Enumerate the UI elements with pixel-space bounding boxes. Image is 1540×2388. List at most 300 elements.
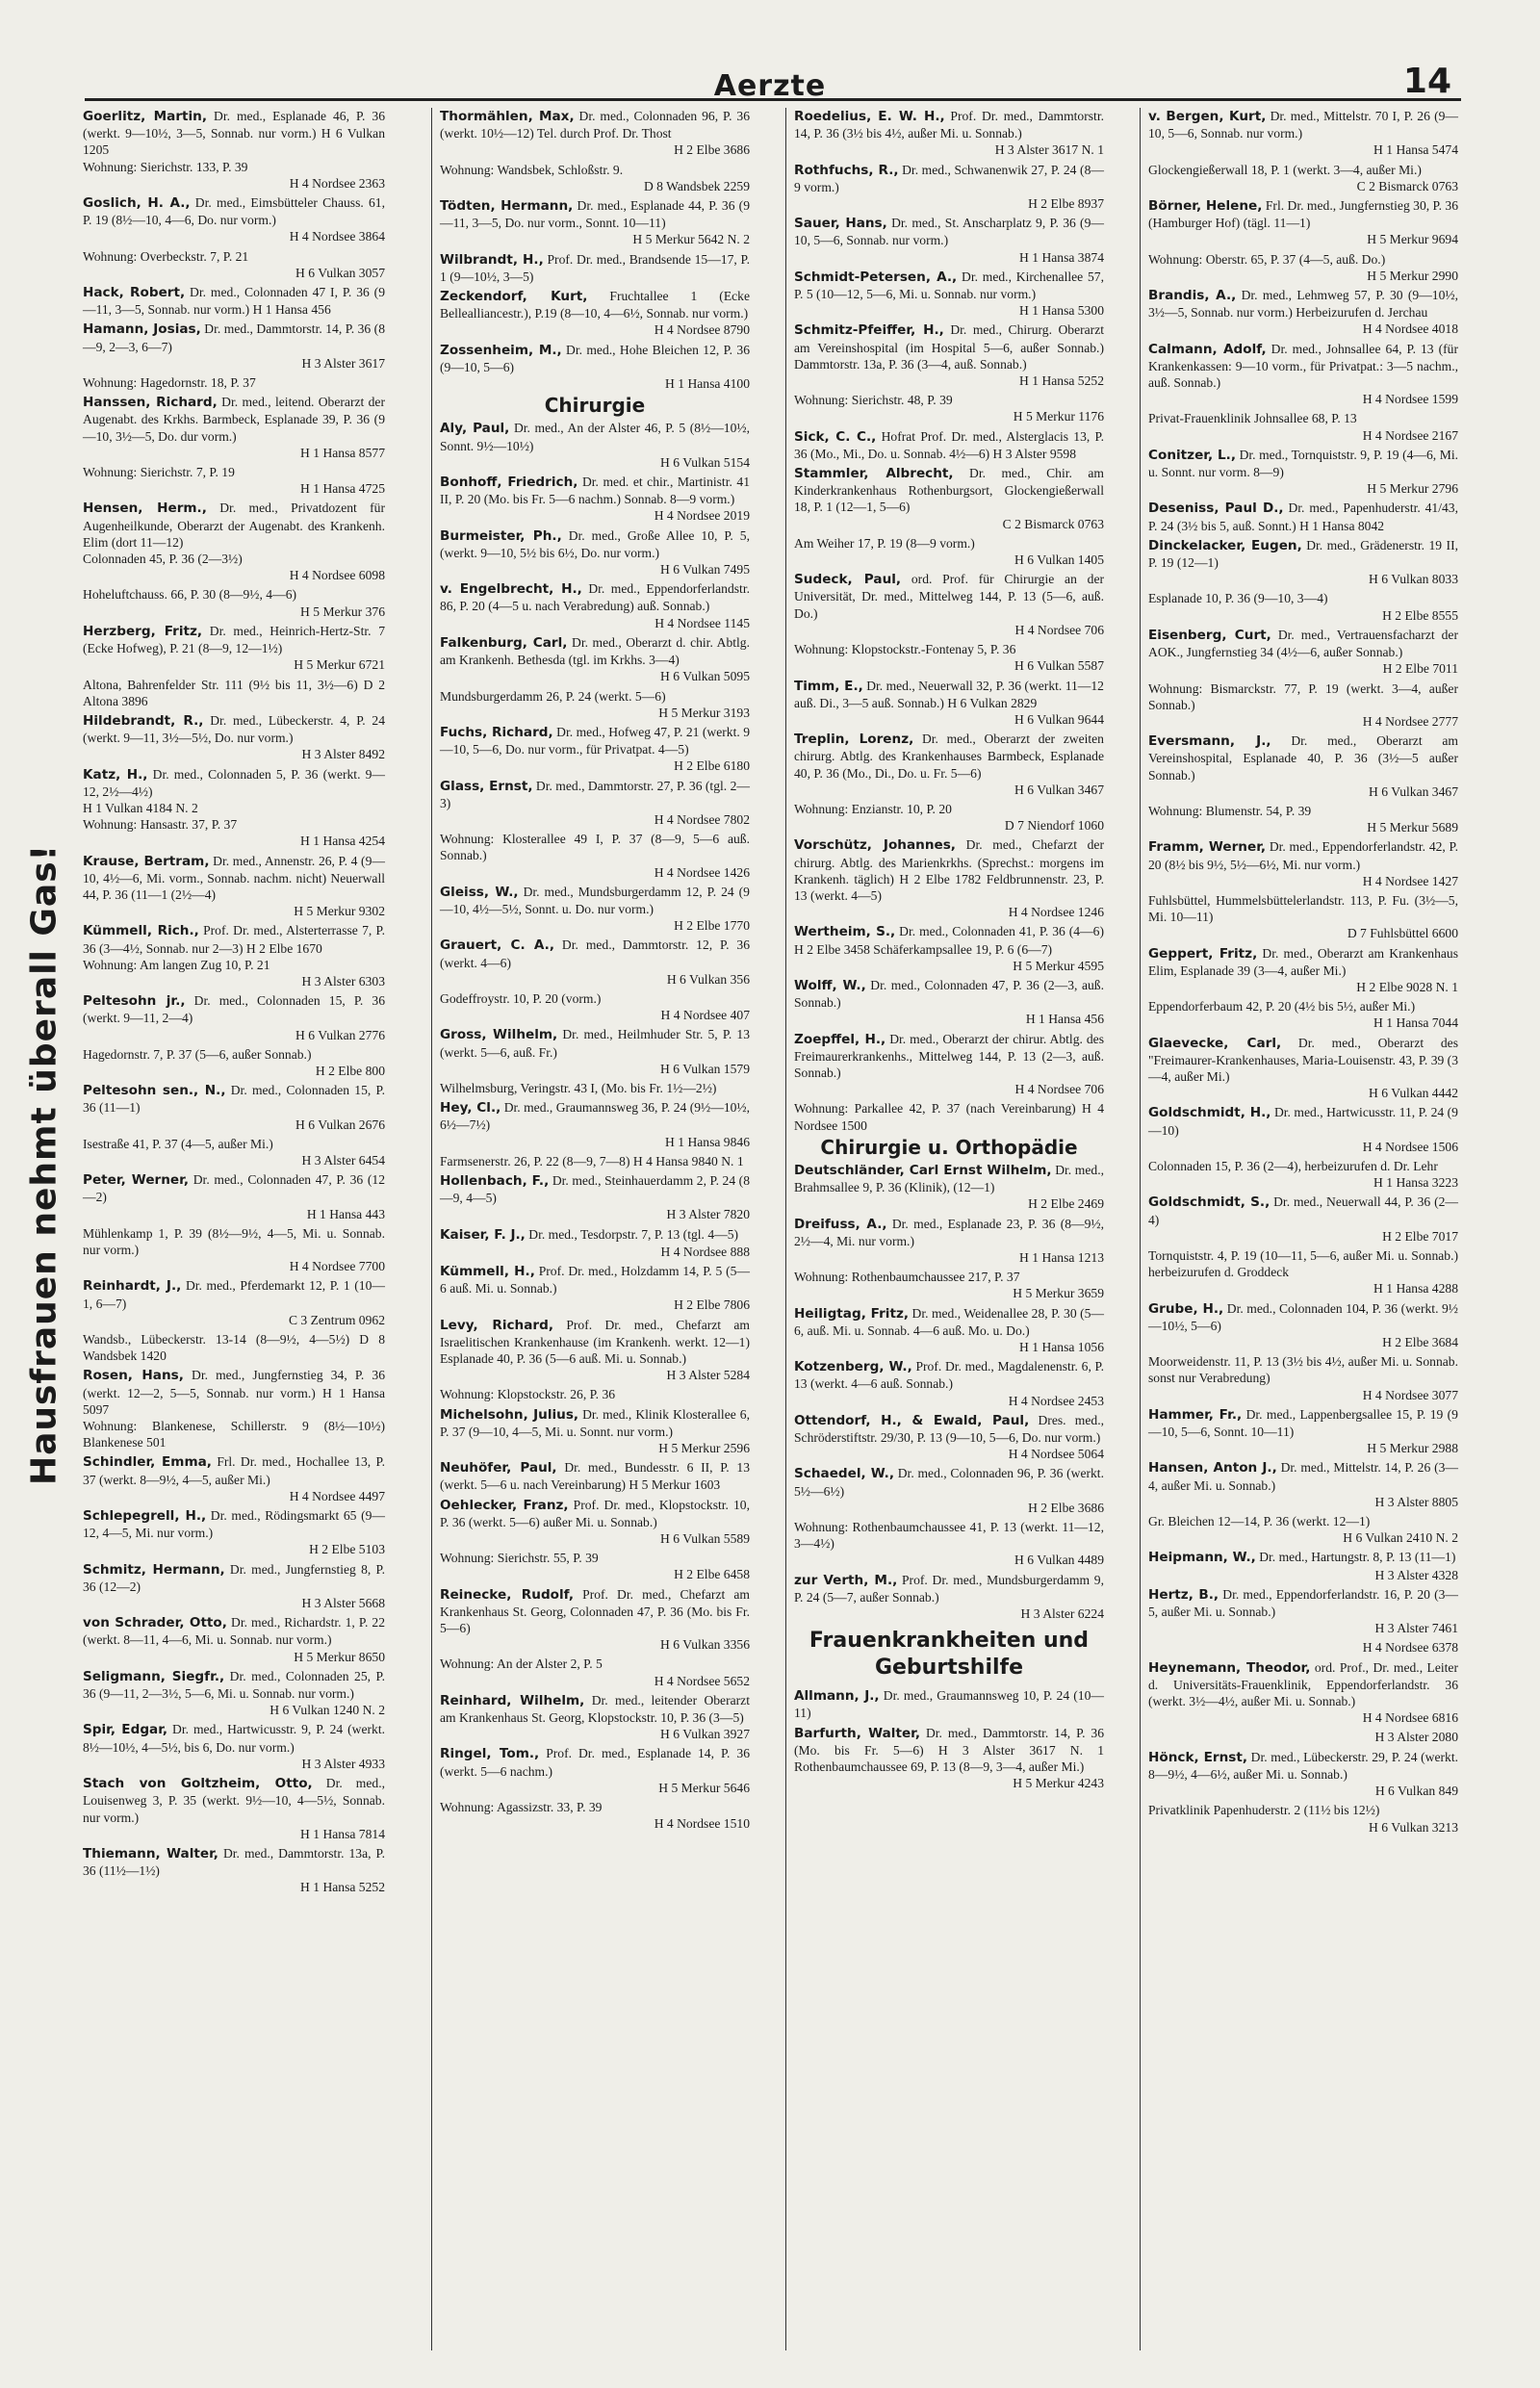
telephone-number: H 6 Vulkan 3057 xyxy=(295,265,385,280)
entry-details: Hagedornstr. 7, P. 37 (5—6, außer Sonnab.) xyxy=(83,1046,312,1062)
telephone-number: H 4 Nordsee 888 xyxy=(660,1244,750,1259)
entry-details: Dr. med., St. Anscharplatz 9, P. 36 (9—10, 5—6, Sonnab. nur vorm.) xyxy=(794,216,1104,248)
telephone-number: H 4 Nordsee 5652 xyxy=(654,1673,750,1688)
page-number: 14 xyxy=(1402,62,1451,101)
physician-name: Framm, Werner, xyxy=(1148,839,1267,856)
entry-text xyxy=(1148,590,1458,606)
telephone-number: H 6 Vulkan 3927 xyxy=(660,1727,750,1742)
entry-text xyxy=(83,766,385,800)
entry-details: Dr. med., Kirchenallee 57, P. 5 (10—12, 5—6, Mi. u. Sonnab. nur vorm.) xyxy=(794,269,1104,302)
telephone-number: H 4 Nordsee 3077 xyxy=(1362,1387,1458,1402)
telephone-number: H 4 Nordsee 6098 xyxy=(289,568,385,583)
entry-details: Dr. med., Klinik Klosterallee 6, P. 37 (9—10, 4—5, Mi. u. Sonnt. nur vorm.) xyxy=(440,1406,750,1439)
telephone-number: H 6 Vulkan 849 xyxy=(1374,1784,1458,1799)
entry-text xyxy=(83,992,385,1026)
telephone-number: H 4 Nordsee 407 xyxy=(660,1008,750,1023)
physician-name: Hey, Cl., xyxy=(440,1100,501,1117)
entry-text xyxy=(440,1550,750,1566)
directory-entry xyxy=(1148,1459,1458,1510)
telephone-number: H 4 Nordsee 3864 xyxy=(289,229,385,244)
telephone-number: H 2 Elbe 9028 N. 1 xyxy=(1356,979,1458,994)
entry-details: Dr. med., Esplanade 44, P. 36 (9—11, 3—5, Do. nur vorm., Sonnt. 10—11) xyxy=(440,198,750,231)
entry-details: Dr. med., Hartwicusstr. 9, P. 24 (werkt. 8½—10½, 4—5½, bis 6, Do. nur vorm.) xyxy=(83,1722,386,1755)
directory-entry xyxy=(440,1263,750,1314)
physician-name: Peter, Werner, xyxy=(83,1172,190,1189)
entry-text xyxy=(440,474,750,507)
directory-entry xyxy=(794,1412,1104,1463)
entry-details: Prof. Dr. med., Alsterterrasse 7, P. 36 (3—4½, Sonnab. nur 2—3) H 2 Elbe 1670 xyxy=(83,923,385,956)
telephone-number: H 1 Hansa 7044 xyxy=(1373,1015,1458,1031)
entry-details: Godeffroystr. 10, P. 20 (vorm.) xyxy=(440,990,602,1006)
entry-details: Dr. med. et chir., Martinistr. 41 II, P. 20 (Mo. bis Fr. 5—6 nachm.) Sonnab. 8—9 vorm.) xyxy=(440,475,751,507)
directory-entry xyxy=(794,392,1104,424)
physician-name: Eversmann, J., xyxy=(1148,733,1271,750)
physician-name: Stach von Goltzheim, Otto, xyxy=(83,1776,313,1792)
physician-name: Hollenbach, F., xyxy=(440,1172,550,1189)
entry-text xyxy=(440,1026,750,1060)
telephone-number: H 5 Merkur 9694 xyxy=(1367,232,1458,247)
telephone-number: C 2 Bismarck 0763 xyxy=(1002,516,1104,531)
entry-text xyxy=(794,162,1104,195)
physician-name: Barfurth, Walter, xyxy=(794,1725,921,1741)
directory-entry xyxy=(83,1082,385,1133)
entry-details: Dr. med., Lübeckerstr. 4, P. 24 (werkt. 9—11, 3½—5½, Do. nur vorm.) xyxy=(83,712,385,746)
directory-entry xyxy=(1148,251,1458,284)
physician-name: Spir, Edgar, xyxy=(83,1722,168,1738)
physician-name: Timm, E., xyxy=(794,678,863,694)
entry-text xyxy=(83,321,385,354)
physician-name: Zoepffel, H., xyxy=(794,1031,886,1047)
physician-name: Fuchs, Richard, xyxy=(440,724,553,740)
telephone-number: H 3 Alster 8492 xyxy=(301,747,385,762)
physician-name: Schmitz-Pfeiffer, H., xyxy=(794,322,944,339)
directory-entry xyxy=(440,778,750,829)
entry-details: Dr. med., Heilmhuder Str. 5, P. 13 (werkt. 5—6, auß. Fr.) xyxy=(440,1027,751,1060)
entry-details: Wohnung: Klopstockstr.-Fontenay 5, P. 36 xyxy=(794,642,1016,657)
physician-name: Ringel, Tom., xyxy=(440,1746,540,1762)
telephone-number: H 1 Hansa 8577 xyxy=(300,445,385,460)
physician-name: Vorschütz, Johannes, xyxy=(794,837,956,854)
entry-text xyxy=(440,1099,750,1133)
directory-entry xyxy=(83,1046,385,1079)
telephone-number: H 2 Elbe 5103 xyxy=(309,1542,385,1557)
entry-text xyxy=(794,641,1104,657)
entry-details: Altona, Bahrenfelder Str. 111 (9½ bis 11, 3½—6) D 2 Altona 3896 xyxy=(83,677,385,708)
telephone-number: H 6 Vulkan 5587 xyxy=(1014,658,1104,674)
entry-details: Dr. med., Mittelstr. 70 I, P. 26 (9—10, 5—6, Sonnab. nur vorm.) xyxy=(1148,109,1458,141)
entry-details: Dr. med., Hofweg 47, P. 21 (werkt. 9—10, 5—6, Do. nur vorm., für Privatpat. 4—5) xyxy=(440,724,750,757)
directory-entry xyxy=(83,712,385,763)
directory-entry xyxy=(440,108,750,159)
telephone-number: H 5 Merkur 5689 xyxy=(1367,820,1458,835)
telephone-number: H 4 Nordsee 1510 xyxy=(654,1816,750,1832)
directory-entry xyxy=(440,1080,750,1096)
telephone-number: H 3 Alster 7820 xyxy=(666,1207,750,1222)
entry-details: Dr. med., Privatdozent für Augenheilkunde, Oberarzt der Augenabt. des Krankenh. Elim (dort 11—12) xyxy=(83,501,385,550)
telephone-number: H 3 Alster 6303 xyxy=(301,973,385,989)
entry-details: Dr. med., Richardstr. 1, P. 22 (werkt. 8—11, 4—6, Mi. u. Sonnab. nur vorm.) xyxy=(83,1615,385,1648)
telephone-number: H 3 Alster 7461 xyxy=(1374,1621,1458,1636)
entry-text xyxy=(83,1225,385,1258)
entry-text xyxy=(794,1031,1104,1082)
directory-entry xyxy=(1148,1749,1458,1800)
entry-details: Dres. med., Schröderstiftstr. 29/30, P. 13 (9—10, 5—6, Do. nur vorm.) xyxy=(794,1412,1104,1446)
telephone-number: D 7 Fuhlsbüttel 6600 xyxy=(1347,926,1458,941)
entry-details: Dr. med., Colonnaden 47, P. 36 (2—3, auß. Sonnab.) xyxy=(794,977,1104,1011)
telephone-number: H 4 Nordsee 706 xyxy=(1014,1082,1104,1097)
physician-name: v. Engelbrecht, H., xyxy=(440,581,582,598)
entry-text xyxy=(794,801,1104,817)
directory-entry xyxy=(83,1453,385,1504)
directory-entry xyxy=(1148,1035,1458,1102)
directory-entry xyxy=(1148,1194,1458,1245)
telephone-number: H 2 Elbe 3686 xyxy=(674,142,750,158)
telephone-number: H 2 Elbe 800 xyxy=(315,1063,385,1078)
entry-text xyxy=(440,1459,750,1493)
physician-name: Schaedel, W., xyxy=(794,1466,894,1482)
section-title: Aerzte xyxy=(713,69,827,103)
directory-entry xyxy=(440,527,750,578)
physician-name: Levy, Richard, xyxy=(440,1317,553,1333)
telephone-number: H 5 Merkur 2990 xyxy=(1367,268,1458,283)
directory-entry xyxy=(440,197,750,248)
directory-entry xyxy=(794,321,1104,389)
directory-entry xyxy=(794,1358,1104,1409)
entry-text xyxy=(794,1358,1104,1392)
column-4 xyxy=(1140,108,1458,2350)
entry-details: Dr. med., Graumannsweg 36, P. 24 (9½—10½, 6½—7½) xyxy=(440,1100,751,1133)
telephone-number: H 1 Hansa 9846 xyxy=(665,1134,750,1149)
directory-entry xyxy=(794,836,1104,920)
directory-entry xyxy=(83,1331,385,1364)
telephone-number: H 4 Nordsee 1427 xyxy=(1362,873,1458,888)
entry-text xyxy=(1148,1035,1458,1086)
entry-text xyxy=(794,269,1104,302)
directory-entry xyxy=(83,321,385,372)
entry-details: Frl. Dr. med., Hochallee 13, P. 37 (werkt. 8—9½, 4—5, außer Mi.) xyxy=(83,1454,385,1487)
physician-name: Tödten, Hermann, xyxy=(440,198,574,215)
telephone-number: H 1 Hansa 7814 xyxy=(300,1826,385,1841)
entry-text xyxy=(1148,1802,1458,1818)
physician-name: Grauert, C. A., xyxy=(440,937,555,954)
directory-entry xyxy=(440,1799,750,1832)
entry-details: Wohnung: Klopstockstr. 26, P. 36 xyxy=(440,1387,616,1402)
directory-entry xyxy=(83,1136,385,1168)
entry-text xyxy=(83,1082,385,1116)
column-1 xyxy=(83,108,393,2350)
directory-entry xyxy=(794,162,1104,213)
telephone-number: H 4 Nordsee 1426 xyxy=(654,864,750,880)
entry-text xyxy=(440,527,750,561)
directory-entry xyxy=(794,923,1104,974)
entry-text xyxy=(83,194,385,228)
entry-text xyxy=(794,1269,1104,1285)
entry-text xyxy=(440,108,750,141)
telephone-number: H 6 Vulkan 9644 xyxy=(1014,711,1104,727)
directory-entry xyxy=(440,1550,750,1582)
entry-text xyxy=(83,712,385,746)
telephone-number: H 2 Elbe 1770 xyxy=(674,918,750,934)
entry-details: Wohnung: Sierichstr. 55, P. 39 xyxy=(440,1551,599,1566)
entry-text xyxy=(440,580,750,614)
telephone-number: H 5 Merkur 6721 xyxy=(294,657,385,673)
physician-name: Schmidt-Petersen, A., xyxy=(794,269,958,285)
entry-details: Dr. med., Weidenallee 28, P. 30 (5—6, auß. Mi. u. Sonnab. 4—6 auß. Mo. u. Do.) xyxy=(794,1305,1104,1338)
entry-details: Dr. med., Colonnaden 96, P. 36 (werkt. 10½—12) Tel. durch Prof. Dr. Thost xyxy=(440,109,750,141)
physician-name: Hansen, Anton J., xyxy=(1148,1460,1277,1476)
entry-details: Dr. med., Oberarzt am Krankenhaus Elim, Esplanade 39 (3—4, außer Mi.) xyxy=(1148,945,1458,978)
entry-text xyxy=(1148,410,1458,426)
entry-details: Wohnung: Enzianstr. 10, P. 20 xyxy=(794,801,952,816)
entry-details: Farmsenerstr. 26, P. 22 (8—9, 7—8) H 4 Hansa 9840 N. 1 xyxy=(440,1153,744,1168)
telephone-number: H 6 Vulkan 4489 xyxy=(1014,1553,1104,1568)
entry-line: Wohnung: Blankenese, Schillerstr. 9 (8½—10½) Blankenese 501 xyxy=(83,1419,385,1451)
physician-name: Hanssen, Richard, xyxy=(83,395,218,411)
entry-details: Dr. med., Lübeckerstr. 29, P. 24 (werkt. 8—9½, 4—6½, außer Mi. u. Sonnab.) xyxy=(1148,1749,1459,1782)
entry-text xyxy=(440,1586,750,1637)
directory-entry xyxy=(794,108,1104,159)
entry-text xyxy=(440,831,750,863)
directory-entry xyxy=(794,1269,1104,1301)
entry-details: Dr. med., Oberarzt der chirur. Abtlg. des Freimaurerkrankenhs., Mittelweg 144, P. 13 (2—3, auß. Sonnab.) xyxy=(794,1031,1104,1080)
entry-text xyxy=(1148,1659,1458,1710)
entry-text xyxy=(83,464,385,480)
physician-name: Hack, Robert, xyxy=(83,285,186,301)
directory-entry xyxy=(440,1692,750,1743)
telephone-number: H 6 Vulkan 3213 xyxy=(1369,1819,1458,1835)
directory-entry xyxy=(83,623,385,674)
telephone-number: H 6 Vulkan 4442 xyxy=(1369,1086,1458,1101)
directory-entry xyxy=(1148,108,1458,159)
physician-name: Rosen, Hans, xyxy=(83,1368,184,1384)
telephone-number: H 6 Vulkan 1405 xyxy=(1014,552,1104,568)
entry-text xyxy=(794,1216,1104,1249)
telephone-number: C 2 Bismarck 0763 xyxy=(1356,178,1458,193)
entry-line: Wohnung: Sierichstr. 133, P. 39 xyxy=(83,159,248,174)
physician-name: Glass, Ernst, xyxy=(440,778,533,794)
entry-details: Dr. med., Oberarzt der zweiten chirurg. Abtlg. des Krankenhauses Barmbeck, Esplanade 40, P. 36 (Mo., Di., Do. u. Fr. 5—6) xyxy=(794,732,1104,781)
entry-text xyxy=(1148,197,1458,231)
directory-entry xyxy=(1148,197,1458,248)
directory-entry xyxy=(1148,447,1458,498)
entry-details: Dr. med., Oberarzt d. chir. Abtlg. am Krankenh. Bethesda (tgl. im Krkhs. 3—4) xyxy=(440,634,751,668)
entry-text xyxy=(440,420,750,453)
physician-name: v. Bergen, Kurt, xyxy=(1148,109,1267,124)
physician-name: Reinhardt, J., xyxy=(83,1278,182,1295)
entry-text xyxy=(794,428,1104,462)
entry-text xyxy=(440,884,750,917)
directory-entry xyxy=(440,831,750,881)
entry-text xyxy=(440,1656,750,1672)
entry-text xyxy=(83,108,385,159)
physician-name: Deseniss, Paul D., xyxy=(1148,501,1284,517)
entry-details: Dr. med., Colonnaden 104, P. 36 (werkt. 9½—10½, 5—6) xyxy=(1148,1300,1458,1333)
telephone-number: H 1 Hansa 4254 xyxy=(300,834,385,849)
directory-entry xyxy=(440,162,750,194)
directory-entry xyxy=(440,1745,750,1796)
telephone-number: H 5 Merkur 1176 xyxy=(1013,409,1104,424)
entry-details: Tornquiststr. 4, P. 19 (10—11, 5—6, außer Mi. u. Sonnab.) herbeizurufen d. Groddeck xyxy=(1148,1248,1458,1280)
directory-entry xyxy=(440,420,750,471)
entry-text xyxy=(440,1172,750,1206)
entry-text xyxy=(83,1561,385,1595)
directory-entry xyxy=(794,1162,1104,1213)
entry-text xyxy=(83,394,385,445)
directory-entry xyxy=(1148,732,1458,800)
directory-entry xyxy=(83,853,385,920)
physician-name: Thormählen, Max, xyxy=(440,109,575,124)
telephone-number: H 1 Hansa 5252 xyxy=(300,1880,385,1895)
directory-entry xyxy=(1148,998,1458,1031)
entry-details: Hofrat Prof. Dr. med., Alsterglacis 13, P. 36 (Mo., Mi., Do. u. Sonnab. 4½—6) H 3 Alster 9598 xyxy=(794,428,1105,461)
entry-text xyxy=(440,990,750,1007)
directory-entry xyxy=(794,801,1104,834)
entry-details: Dr. med., An der Alster 46, P. 5 (8½—10½, Sonnt. 9½—10½) xyxy=(440,421,750,453)
entry-details: Frl. Dr. med., Jungfernstieg 30, P. 36 (Hamburger Hof) (tägl. 11—1) xyxy=(1148,198,1458,231)
entry-details: Dr. med., Jungfernstieg 34, P. 36 (werkt. 12—2, 5—5, Sonnab. nur vorm.) H 1 Hansa 5097 xyxy=(83,1368,385,1417)
entry-text xyxy=(83,623,385,656)
entry-text xyxy=(1148,287,1458,321)
entry-text xyxy=(83,922,385,956)
physician-name: Wolff, W., xyxy=(794,977,866,993)
telephone-number: H 4 Nordsee 6816 xyxy=(1362,1710,1458,1726)
directory-entry xyxy=(83,1225,385,1275)
directory-entry xyxy=(440,1172,750,1223)
entry-details: Dr. med., Lehmweg 57, P. 30 (9—10½, 3½—5, Sonnab. nur vorm.) Herbeizurufen d. Jerchau xyxy=(1148,288,1458,321)
entry-details: Dr. med., Oberarzt am Vereinshospital, Esplanade 40, P. 36 (3½—5 außer Sonnab.) xyxy=(1148,733,1458,783)
entry-text xyxy=(794,1687,1104,1721)
telephone-number: H 5 Merkur 3193 xyxy=(658,705,750,720)
directory-entry xyxy=(83,1614,385,1665)
entry-details: Dr. med., Annenstr. 26, P. 4 (9—10, 4½—6, Mi. vorm., Sonnab. nachm. nicht) Neuerwall 44, P. 36 (11—1 (2½—4) xyxy=(83,853,385,902)
entry-text xyxy=(794,731,1104,782)
directory-entry xyxy=(1148,1353,1458,1403)
entry-details: Dr. med., Colonnaden 41, P. 36 (4—6) H 2 Elbe 3458 Schäferkampsallee 19, P. 6 (6—7) xyxy=(794,924,1104,957)
telephone-number: H 2 Elbe 7017 xyxy=(1382,1228,1458,1244)
entry-details: Eppendorferbaum 42, P. 20 (4½ bis 5½, außer Mi.) xyxy=(1148,999,1416,1014)
entry-details: Dr. med., Graumannsweg 10, P. 24 (10—11) xyxy=(794,1688,1104,1721)
physician-name: Glaevecke, Carl, xyxy=(1148,1035,1282,1051)
telephone-number: H 1 Hansa 3874 xyxy=(1019,249,1104,265)
telephone-number: H 2 Elbe 8555 xyxy=(1382,607,1458,623)
entry-text xyxy=(83,1331,385,1364)
entry-details: Dr. med., Jungfernstieg 8, P. 36 (12—2) xyxy=(83,1561,385,1594)
physician-name: Schindler, Emma, xyxy=(83,1454,212,1471)
entry-details: Dr. med., Esplanade 23, P. 36 (8—9½, 2½—4, Mi. nur vorm.) xyxy=(794,1216,1105,1248)
directory-entry xyxy=(440,884,750,935)
directory-entry xyxy=(1148,838,1458,889)
directory-entry xyxy=(440,1226,750,1260)
entry-details: Dr. med., Eppendorferlandstr. 16, P. 20 (3—5, außer Mi. u. Sonnab.) xyxy=(1148,1586,1458,1620)
physician-name: Heipmann, W., xyxy=(1148,1550,1256,1566)
entry-details: Dr. med., Johnsallee 64, P. 13 (für Krankenkassen: 9—10 vorm., für Privatpat.: 3—5 nachm., auß. Sonnab.) xyxy=(1148,341,1459,391)
directory-entry xyxy=(794,641,1104,674)
directory-entry xyxy=(83,766,385,850)
entry-text xyxy=(83,1453,385,1487)
entry-details: Wohnung: An der Alster 2, P. 5 xyxy=(440,1656,603,1672)
telephone-number: H 6 Vulkan 5589 xyxy=(660,1531,750,1547)
entry-text xyxy=(1148,341,1458,392)
directory-entry xyxy=(440,1153,750,1169)
physician-name: Allmann, J., xyxy=(794,1688,880,1705)
entry-details: Fuhlsbüttel, Hummelsbüttelerlandstr. 113, P. Fu. (3½—5, Mi. 10—11) xyxy=(1148,892,1458,925)
entry-text xyxy=(1148,1549,1458,1566)
physician-name: Oehlecker, Franz, xyxy=(440,1497,569,1513)
entry-line: Wohnung: Hansastr. 37, P. 37 xyxy=(83,817,238,833)
directory-entry xyxy=(1148,1639,1458,1656)
physician-name: Stammler, Albrecht, xyxy=(794,466,954,482)
directory-entry xyxy=(1148,1247,1458,1297)
directory-entry xyxy=(1148,500,1458,533)
entry-text xyxy=(794,215,1104,248)
telephone-number: H 6 Vulkan 2776 xyxy=(295,1027,385,1042)
entry-text xyxy=(440,724,750,757)
telephone-number: H 5 Merkur 2596 xyxy=(658,1441,750,1456)
telephone-number: H 4 Nordsee 706 xyxy=(1014,622,1104,637)
directory-entry xyxy=(83,1561,385,1612)
entry-text xyxy=(83,677,385,709)
directory-entry xyxy=(83,194,385,245)
entry-text xyxy=(440,1497,750,1530)
physician-name: Zossenheim, M., xyxy=(440,342,562,358)
entry-details: Dr. med., Brahmsallee 9, P. 36 (Klinik), (12—1) xyxy=(794,1162,1104,1195)
entry-text xyxy=(1148,447,1458,480)
directory-entry xyxy=(440,474,750,525)
telephone-number: H 3 Alster 3617 N. 1 xyxy=(994,142,1104,158)
directory-entry xyxy=(794,571,1104,638)
entry-details: Dr. med., Mundsburgerdamm 12, P. 24 (9—10, 4½—5½, Sonnt. u. Do. nur vorm.) xyxy=(440,884,750,916)
entry-details: Dr. med., Große Allee 10, P. 5, (werkt. 9—10, 5½ bis 6½, Do. nur vorm.) xyxy=(440,527,750,560)
telephone-number: H 1 Hansa 3223 xyxy=(1373,1175,1458,1191)
entry-details: Wohnung: Blumenstr. 54, P. 39 xyxy=(1148,803,1312,818)
directory-entry xyxy=(1148,1659,1458,1727)
telephone-number: H 2 Elbe 3686 xyxy=(1028,1500,1104,1515)
physician-name: Reinhard, Wilhelm, xyxy=(440,1692,585,1708)
entry-text xyxy=(83,586,385,603)
entry-text xyxy=(794,535,1104,552)
entry-text xyxy=(1148,1749,1458,1783)
entry-text xyxy=(83,853,385,904)
directory-entry xyxy=(83,1277,385,1328)
entry-text xyxy=(794,321,1104,372)
entry-text xyxy=(794,1305,1104,1339)
entry-details: Dr. med., Hohe Bleichen 12, P. 36 (9—10, 5—6) xyxy=(440,342,751,374)
entry-details: Dr. med., Bundesstr. 6 II, P. 13 (werkt. 5—6 u. nach Vereinbarung) H 5 Merkur 1603 xyxy=(440,1460,750,1493)
entry-details: Dr. med., Neuerwall 32, P. 36 (werkt. 11—12 auß. Di., 3—5 auß. Sonnab.) H 6 Vulkan 2829 xyxy=(794,678,1104,710)
entry-details: Prof. Dr. med., Chefarzt am Israelitischen Krankenhause (im Krankenh. werkt. 12—1) Esplanade 40, P. 36 (5—6 auß. Mi. u. Sonnab.) xyxy=(440,1317,750,1367)
entry-text xyxy=(794,923,1104,957)
telephone-number: H 6 Vulkan 356 xyxy=(666,971,750,987)
directory-entry xyxy=(83,1775,385,1842)
entry-text xyxy=(83,1277,385,1311)
entry-text xyxy=(83,1171,385,1205)
telephone-number: H 4 Nordsee 2777 xyxy=(1362,713,1458,729)
telephone-number: H 4 Nordsee 5064 xyxy=(1008,1447,1104,1462)
entry-details: Dr. med., Vertrauensfacharzt der AOK., Jungfernstieg 34 (4½—6, außer Sonnab.) xyxy=(1148,627,1458,660)
entry-details: Wohnung: Rothenbaumchaussee 41, P. 13 (werkt. 11—12, 3—4½) xyxy=(794,1520,1104,1552)
directory-entry xyxy=(1148,162,1458,194)
entry-details: Dr. med., Neuerwall 44, P. 36 (2—4) xyxy=(1148,1194,1458,1227)
directory-entry xyxy=(83,992,385,1043)
physician-name: Gleiss, W., xyxy=(440,884,519,900)
physician-name: Herzberg, Fritz, xyxy=(83,623,203,639)
directory-entry xyxy=(794,1216,1104,1267)
entry-details: Dr. med., Colonnaden 47, P. 36 (12—2) xyxy=(83,1172,386,1205)
physician-name: Calmann, Adolf, xyxy=(1148,341,1267,357)
telephone-number: H 2 Elbe 6458 xyxy=(674,1567,750,1582)
telephone-number: H 1 Hansa 4725 xyxy=(300,481,385,497)
entry-text xyxy=(1148,1406,1458,1440)
